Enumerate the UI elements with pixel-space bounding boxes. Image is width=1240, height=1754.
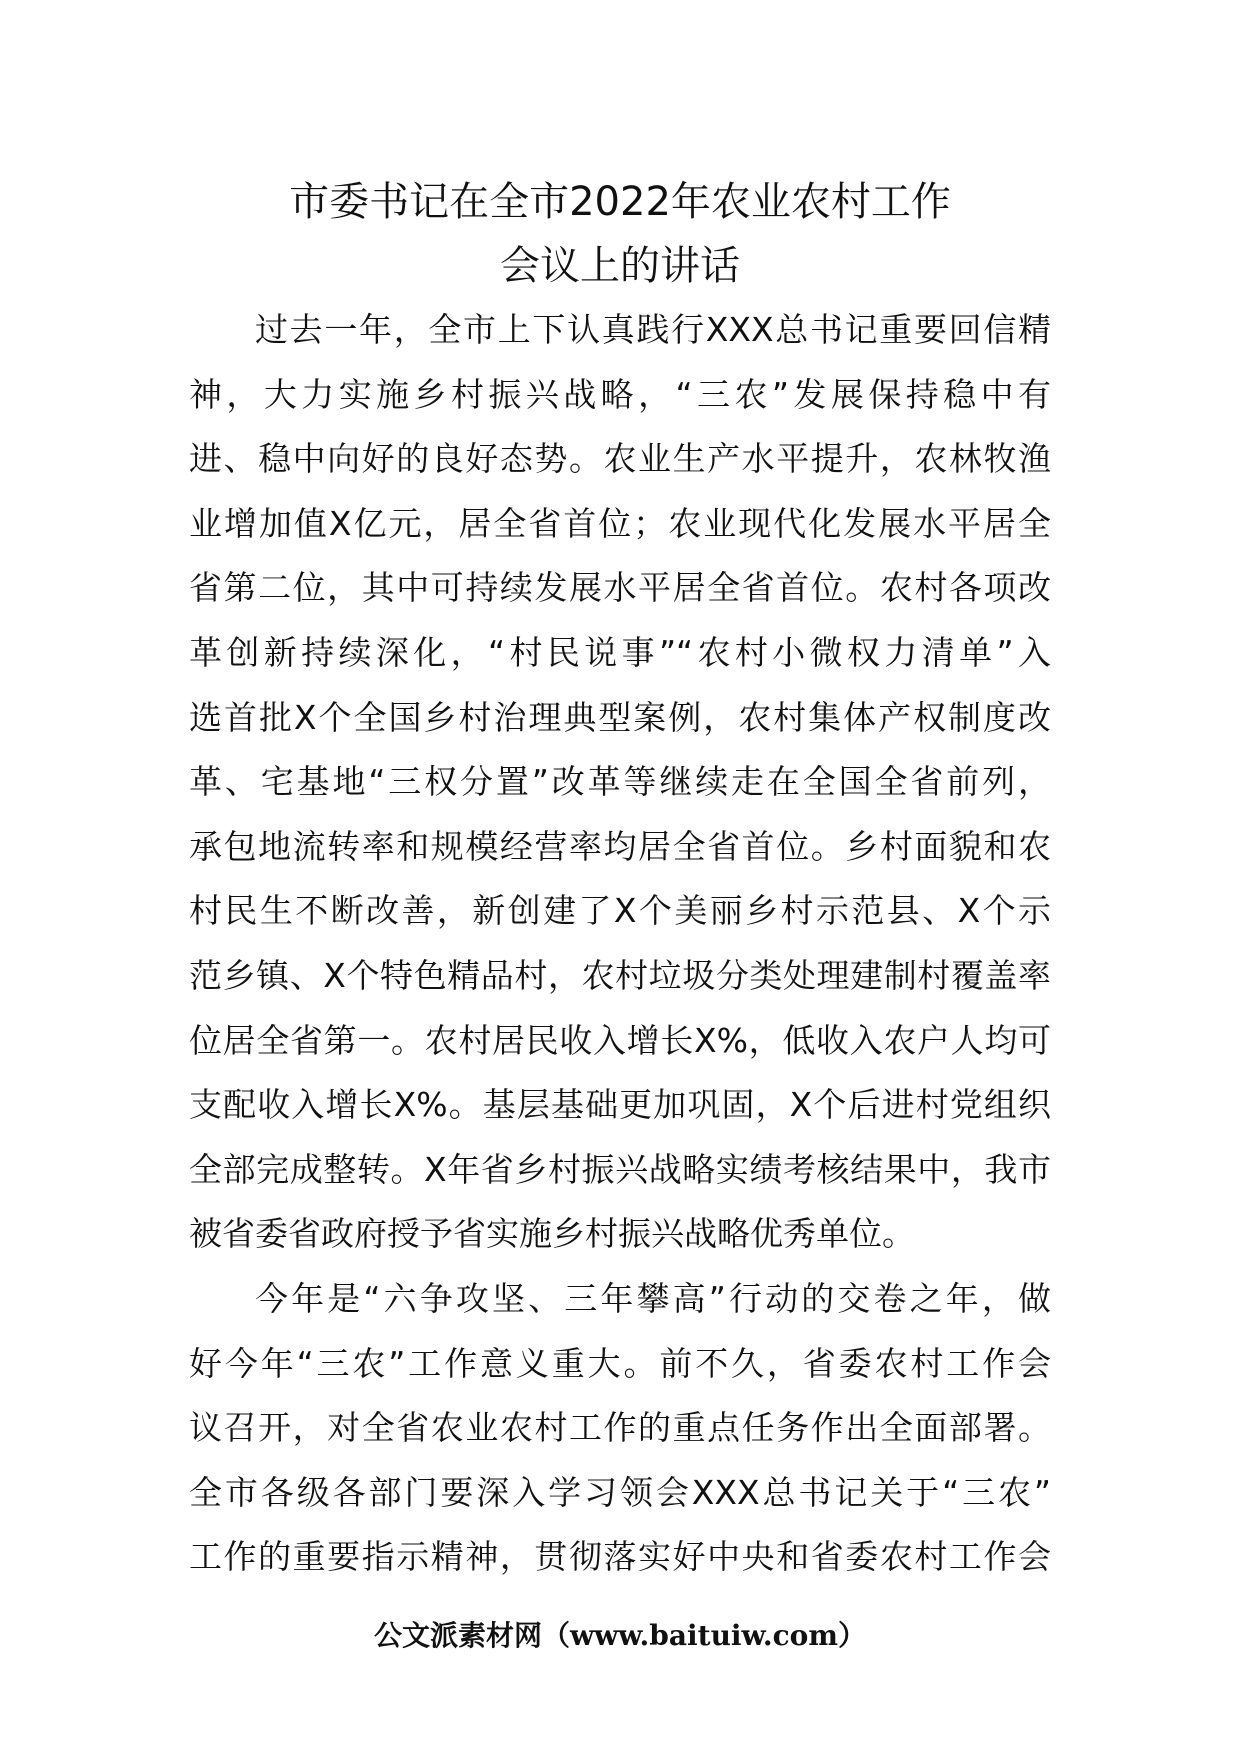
paragraph-line: 全部完成整转。X年省乡村振兴战略实绩考核结果中，我市 [189,1149,1051,1189]
paragraph-line: 议召开，对全省农业农村工作的重点任务作出全面部署。 [189,1408,1051,1448]
document-title-line-1: 市委书记在全市2022年农业农村工作 [289,179,951,225]
paragraph-line: 位居全省第一。农村居民收入增长X%，低收入农户人均可 [189,1020,1051,1060]
paragraph-line: 过去一年，全市上下认真践行XXX总书记重要回信精 [255,310,1051,349]
paragraph-line: 被省委省政府授予省实施乡村振兴战略优秀单位。 [189,1214,915,1254]
paragraph-line: 革、宅基地“三权分置”改革等继续走在全国全省前列， [189,762,1051,802]
paragraph-line: 支配收入增长X%。基层基础更加巩固，X个后进村党组织 [189,1085,1051,1125]
paragraph-line: 进、稳中向好的良好态势。农业生产水平提升，农林牧渔 [189,439,1051,479]
paragraph-line: 工作的重要指示精神，贯彻落实好中央和省委农村工作会 [189,1537,1051,1577]
document-body [189,298,1051,1590]
paragraph-1 [189,298,1051,1267]
paragraph-line: 村民生不断改善，新创建了X个美丽乡村示范县、X个示 [189,891,1051,931]
paragraph-line: 业增加值X亿元，居全省首位；农业现代化发展水平居全 [189,503,1051,543]
paragraph-line: 今年是“六争攻坚、三年攀高”行动的交卷之年，做 [255,1278,1051,1318]
paragraph-line: 选首批X个全国乡村治理典型案例，农村集体产权制度改 [189,697,1051,737]
paragraph-line: 承包地流转率和规模经营率均居全省首位。乡村面貌和农 [189,826,1051,866]
footer-watermark: 公文派素材网（www.baituiw.com） [374,1619,866,1652]
paragraph-2 [189,1267,1051,1590]
paragraph-line: 范乡镇、X个特色精品村，农村垃圾分类处理建制村覆盖率 [189,955,1051,995]
paragraph-line: 好今年“三农”工作意义重大。前不久，省委农村工作会 [189,1343,1051,1383]
paragraph-line: 革创新持续深化，“村民说事”“农村小微权力清单”入 [189,632,1051,672]
paragraph-line: 全市各级各部门要深入学习领会XXX总书记关于“三农” [189,1472,1051,1512]
document-title-line-2: 会议上的讲话 [500,243,740,289]
paragraph-line: 省第二位，其中可持续发展水平居全省首位。农村各项改 [189,568,1051,608]
paragraph-line: 神，大力实施乡村振兴战略，“三农”发展保持稳中有 [189,374,1051,414]
